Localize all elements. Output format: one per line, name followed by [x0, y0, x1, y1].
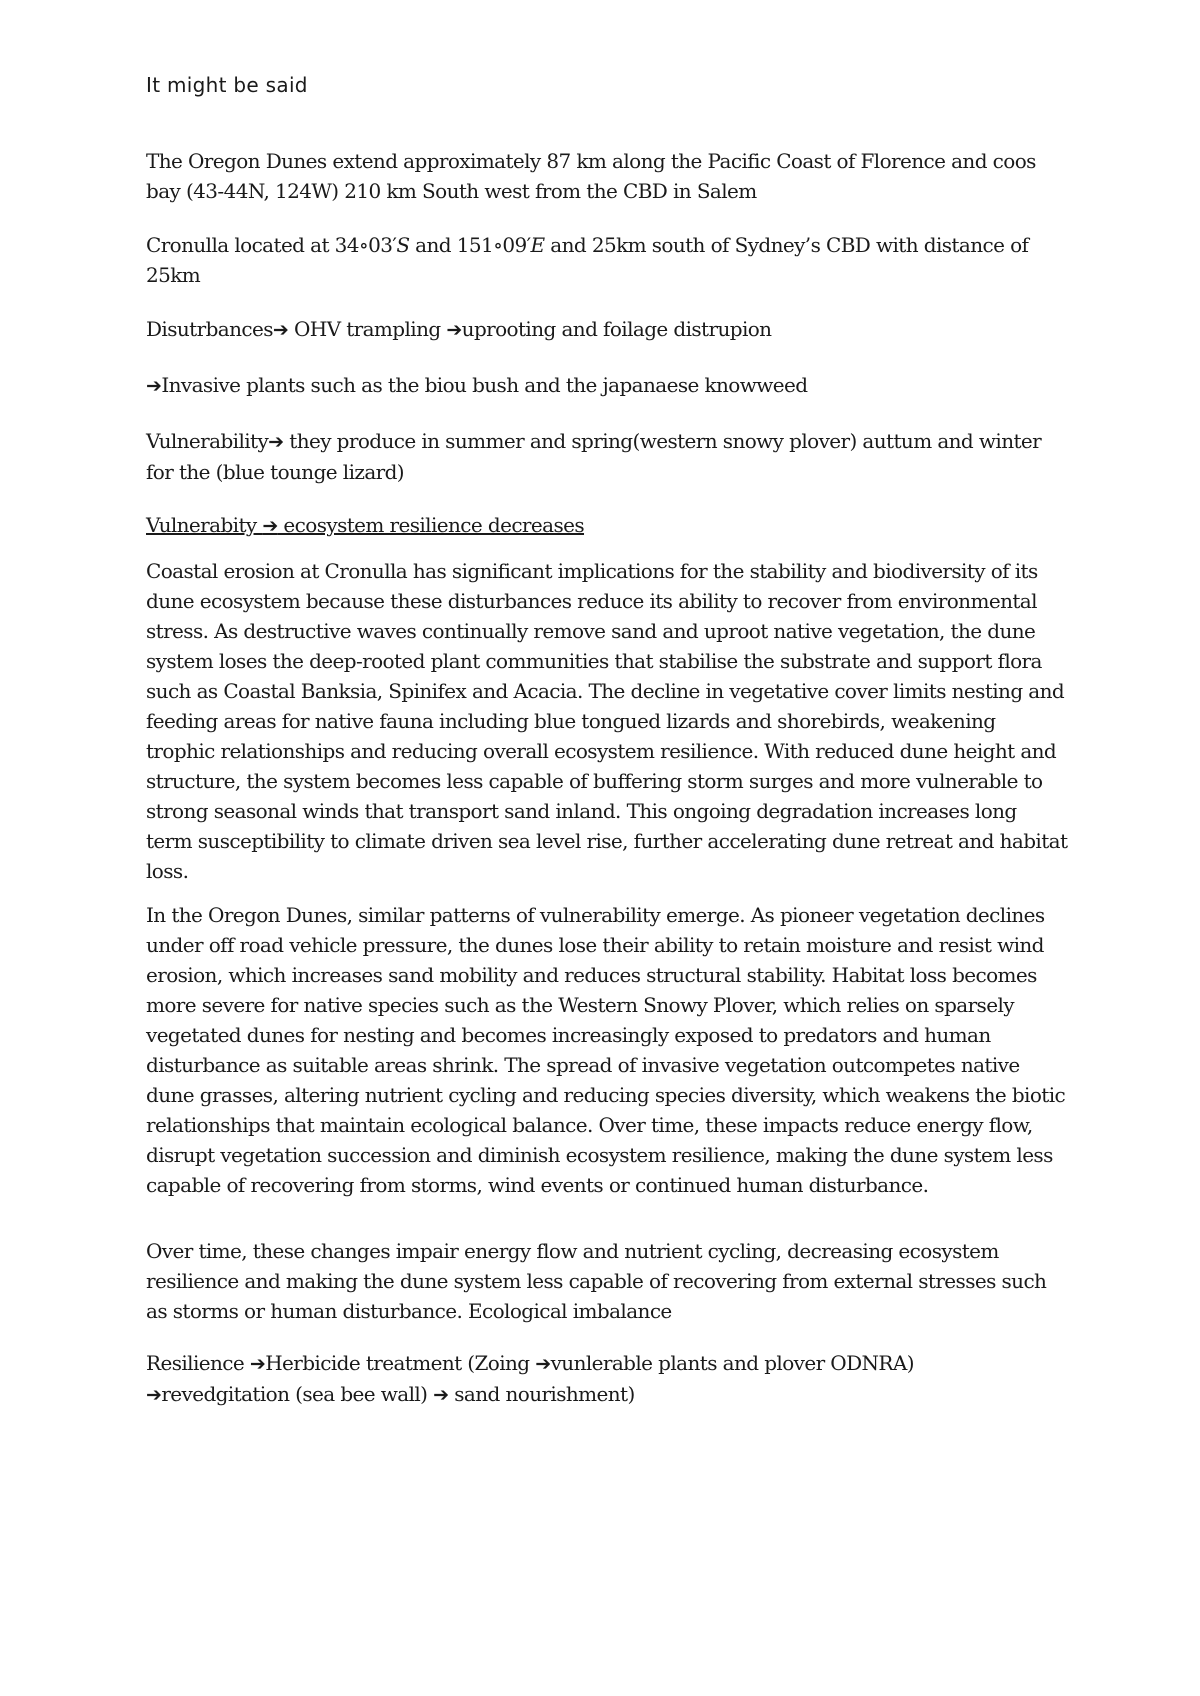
paragraph-ecological-imbalance: Over time, these changes impair energy flow and nutrient cycling, decreasing ecosystem resilience and making the dune system less capable of recovering from external stresses such as storms or human disturbance. Ecological imbalance	[146, 1239, 1047, 1323]
arrow-icon: ➔	[249, 1353, 266, 1375]
paragraph-oregon-vulnerability: In the Oregon Dunes, similar patterns of vulnerability emerge. As pioneer vegetation declines under off road vehicle pressure, the dunes lose their ability to retain moisture and resist wind erosion, which increases sand mobility and reduces structural stability. Habitat loss becomes more severe for native species such as the Western Snowy Plover, which relies on sparsely vegetated dunes for nesting and becomes increasingly exposed to predators and human disturbance as suitable areas shrink. The spread of invasive vegetation outcompetes native dune grasses, altering nutrient cycling and reducing species diversity, which weakens the biotic relationships that maintain ecological balance. Over time, these impacts reduce energy flow, disrupt vegetation succession and diminish ecosystem resilience, making the dune system less capable of recovering from storms, wind events or continued human disturbance.	[146, 903, 1066, 1197]
cronulla-text-b: and 151∘09′	[409, 233, 531, 257]
paragraph-disturbances	[146, 314, 1068, 345]
resilience-text-c: vunlerable plants and plover ODNRA)	[550, 1351, 914, 1375]
resilience-text-e: sand nourishment)	[448, 1382, 635, 1406]
resilience-label: Resilience	[146, 1351, 250, 1375]
cronulla-text-e: E	[530, 233, 545, 257]
resilience-text-d: revedgitation (sea bee wall)	[161, 1382, 434, 1406]
document-heading: It might be said	[146, 73, 308, 97]
arrow-icon: ➔	[446, 319, 462, 341]
vulnerability-label: Vulnerability	[146, 429, 269, 453]
paragraph-invasive-plants	[146, 370, 1068, 401]
arrow-icon: ➔	[262, 515, 278, 537]
cronulla-text-a: Cronulla located at 34∘03′	[146, 233, 397, 257]
arrow-icon: ➔	[535, 1353, 551, 1375]
paragraph-vulnerability	[146, 426, 1068, 487]
arrow-icon: ➔	[146, 1384, 162, 1406]
arrow-icon: ➔	[433, 1384, 449, 1406]
vulnerability-text: they produce in summer and spring(western snowy plover) auttum and winter for the (blue tounge lizard)	[146, 429, 1042, 484]
paragraph-cronulla-erosion: Coastal erosion at Cronulla has significant implications for the stability and biodiversity of its dune ecosystem because these disturbances reduce its ability to recover from environmental stress. As destructive waves continually remove sand and uproot native vegetation, the dune system loses the deep-rooted plant communities that stabilise the substrate and support flora such as Coastal Banksia, Spinifex and Acacia. The decline in vegetative cover limits nesting and feeding areas for native fauna including blue tongued lizards and shorebirds, weakening trophic relationships and reducing overall ecosystem resilience. With reduced dune height and structure, the system becomes less capable of buffering storm surges and more vulnerable to strong seasonal winds that transport sand inland. This ongoing degradation increases long term susceptibility to climate driven sea level rise, further accelerating dune retreat and habitat loss.	[146, 559, 1068, 883]
paragraph-oregon-location: The Oregon Dunes extend approximately 87 km along the Pacific Coast of Florence and coos bay (43-44N, 124W) 210 km South west from the CBD in Salem	[146, 149, 1036, 203]
disturbances-text-c: uprooting and foilage distrupion	[461, 317, 772, 341]
paragraph-vulnerability-resilience	[146, 510, 1068, 541]
arrow-icon: ➔	[268, 431, 284, 453]
disturbances-label: Disutrbances	[146, 317, 273, 341]
cronulla-text-s: S	[396, 233, 410, 257]
vulnerabity-label: Vulnerabity	[146, 513, 263, 537]
invasive-text: Invasive plants such as the biou bush and the japanaese knowweed	[161, 373, 808, 397]
paragraph-cronulla-location	[146, 230, 1068, 290]
cronulla-text-c: and 25km south of Sydney’s CBD with distance of 25km	[146, 233, 1029, 287]
resilience-decreases-text: ecosystem resilience decreases	[277, 513, 585, 537]
arrow-icon: ➔	[272, 319, 289, 341]
resilience-text-b: Herbicide treatment (Zoing	[265, 1351, 536, 1375]
paragraph-resilience	[146, 1348, 1068, 1410]
disturbances-text-b: OHV trampling	[288, 317, 447, 341]
arrow-icon: ➔	[146, 375, 162, 397]
